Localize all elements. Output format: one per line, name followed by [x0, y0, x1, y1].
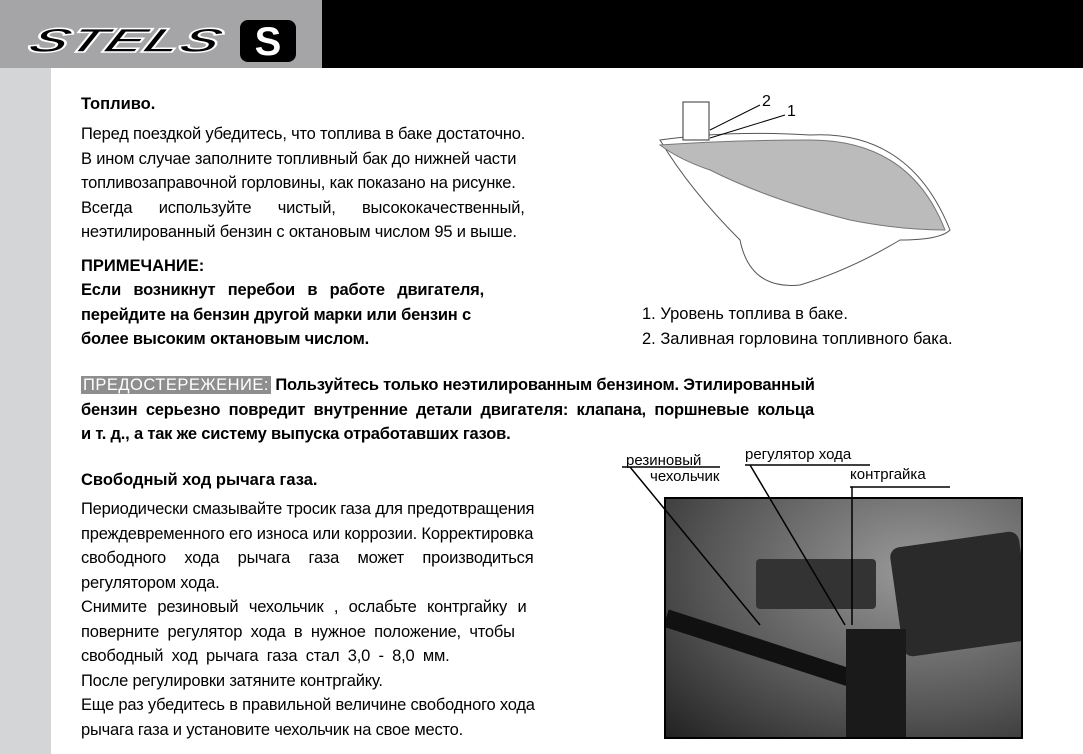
fuel-tank-diagram — [650, 90, 970, 300]
text-line: топливозаправочной горловины, как показано на рисунке. — [81, 174, 516, 192]
label-adjuster: регулятор хода — [745, 446, 852, 463]
note-text — [81, 278, 484, 352]
caption: 2. Заливная горловина топливного бака. — [642, 329, 953, 348]
figure-label-1: 1 — [787, 103, 796, 120]
fuel-paragraph — [81, 122, 525, 245]
text-line: перейдите на бензин другой марки или бензин с — [81, 305, 471, 324]
text-line: более высоким октановым числом. — [81, 330, 370, 348]
svg-text:STELS: STELS — [22, 21, 150, 60]
text-line: неэтилированный бензин с октановым числом 95 и выше. — [81, 223, 517, 241]
text-line: Снимите резиновый чехольчик , ослабьте контргайку и — [81, 598, 527, 616]
text-line: Пользуйтесь только неэтилированным бензином. Этилированный — [270, 376, 815, 394]
warning-label: ПРЕДОСТЕРЕЖЕНИЕ: — [83, 376, 269, 394]
svg-text:S: S — [254, 20, 282, 64]
side-stripe — [0, 68, 51, 754]
text-line: свободный ход рычага газа стал 3,0 - 8,0 мм. — [81, 647, 450, 665]
stels-logo — [0, 0, 322, 68]
label-locknut: контргайка — [850, 466, 926, 483]
throttle-title: Свободный ход рычага газа. — [81, 471, 318, 489]
text-line: Перед поездкой убедитесь, что топлива в баке достаточно. — [81, 125, 526, 143]
warning-block — [81, 373, 815, 447]
text-line: бензин серьезно повредит внутренние детали двигателя: клапана, поршневые кольца — [81, 400, 814, 419]
text-line: свободного хода рычага газа может производиться — [81, 549, 534, 567]
label-rubber-boot-2: чехольчик — [650, 468, 720, 485]
text-line: преждевременного его износа или коррозии. Корректировка — [81, 524, 534, 543]
text-line: Периодически смазывайте тросик газа для предотвращения — [81, 500, 535, 518]
text-line: регулятором хода. — [81, 573, 220, 592]
label-rubber-boot-1: резиновый — [626, 452, 702, 469]
text-line: Если возникнут перебои в работе двигателя, — [81, 281, 484, 299]
note-title: ПРИМЕЧАНИЕ: — [81, 257, 205, 275]
fuel-title: Топливо. — [81, 95, 156, 113]
text-line: После регулировки затяните контргайку. — [81, 671, 383, 690]
header-logo-area — [0, 0, 322, 68]
caption: 1. Уровень топлива в баке. — [642, 305, 848, 323]
figure-label-2: 2 — [762, 93, 771, 110]
text-line: Еще раз убедитесь в правильной величине свободного хода — [81, 696, 535, 714]
text-line: рычага газа и установите чехольчик на свое место. — [81, 720, 464, 739]
figure-captions — [642, 302, 953, 351]
header-bar — [322, 0, 1083, 68]
throttle-paragraph — [81, 497, 535, 742]
text-line: и т. д., а так же систему выпуска отработавших газов. — [81, 425, 511, 443]
text-line: Всегда используйте чистый, высококачественный, — [81, 198, 525, 217]
text-line: В ином случае заполните топливный бак до нижней части — [81, 149, 517, 168]
text-line: поверните регулятор ходa в нужное положение, чтобы — [81, 622, 515, 641]
